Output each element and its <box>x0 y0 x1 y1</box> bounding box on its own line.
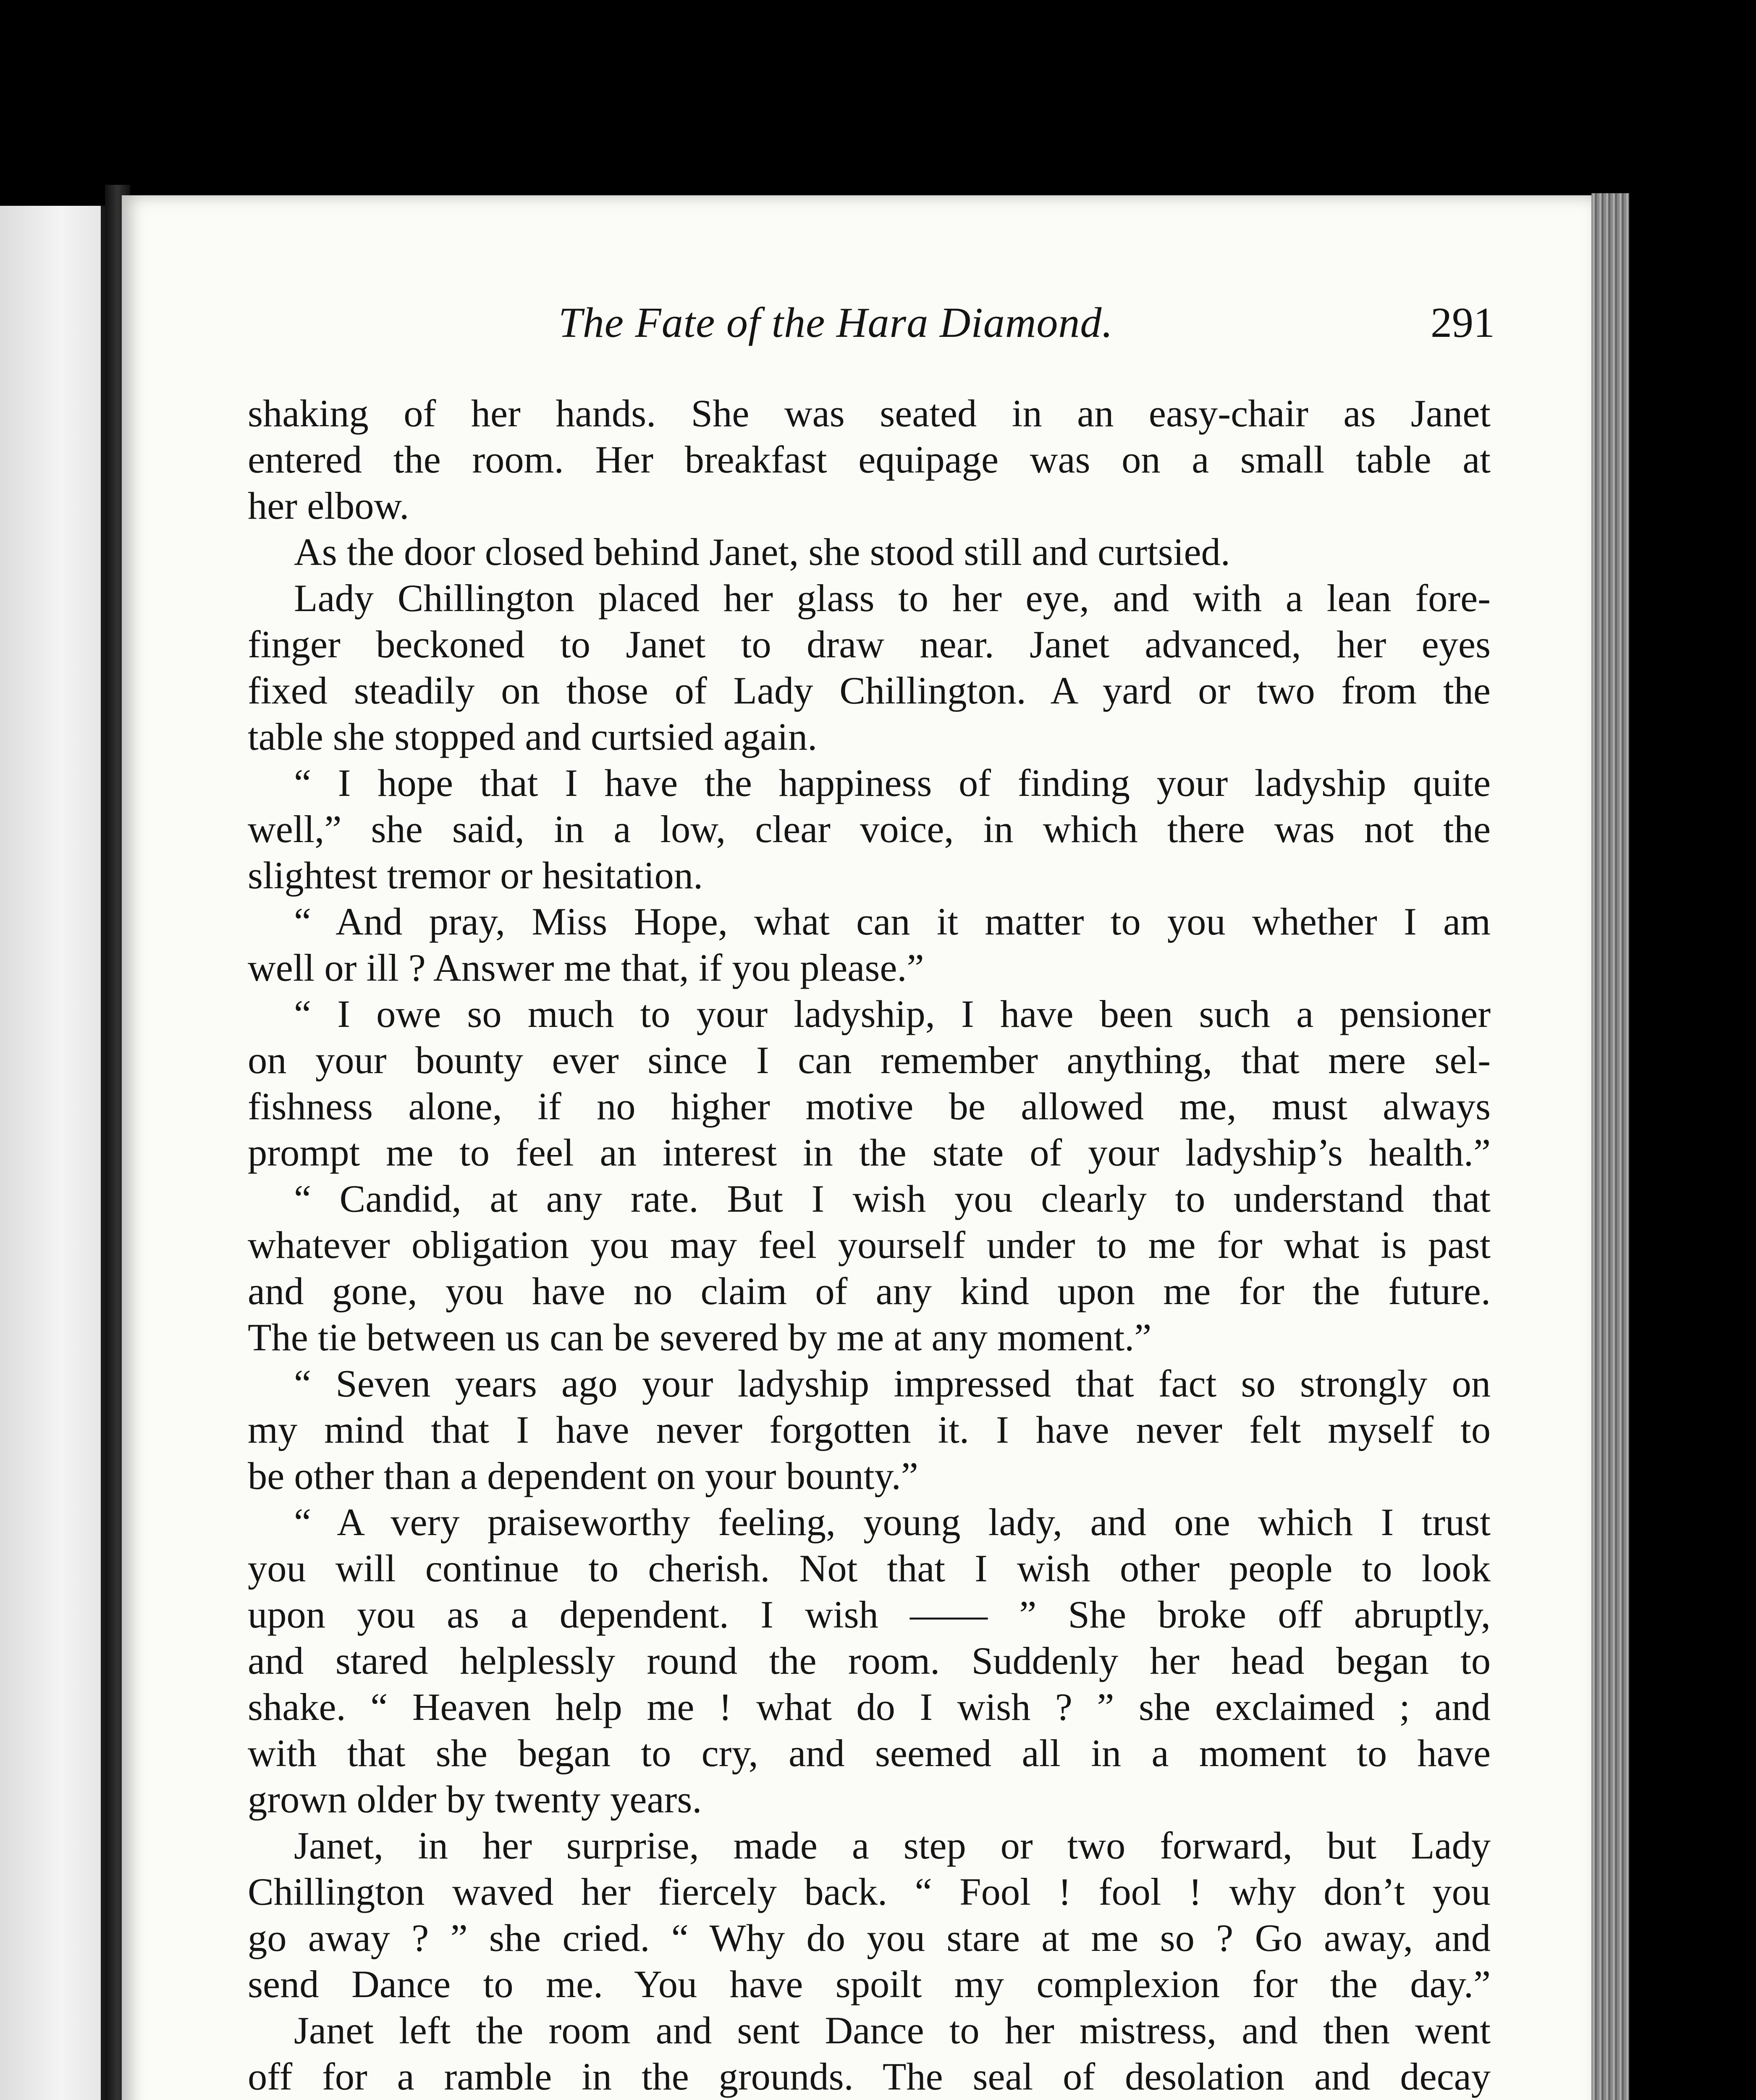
previous-page-edge <box>0 206 105 2100</box>
text-line: shake. “ Heaven help me ! what do I wish ? ” she exclaimed ; and <box>248 1686 1491 1729</box>
text-line: slightest tremor or hesitation. <box>248 854 703 897</box>
text-line: “ I hope that I have the happiness of finding your ladyship quite <box>294 762 1491 805</box>
text-line: “ Candid, at any rate. But I wish you clearly to understand that <box>294 1178 1491 1221</box>
text-line: off for a ramble in the grounds. The seal of desolation and decay <box>248 2055 1491 2098</box>
text-line: “ I owe so much to your ladyship, I have been such a pensioner <box>294 993 1491 1036</box>
text-line: “ Seven years ago your ladyship impressed that fact so strongly on <box>294 1362 1491 1405</box>
text-line: and stared helplessly round the room. Suddenly her head began to <box>248 1640 1491 1683</box>
text-line: table she stopped and curtsied again. <box>248 716 818 759</box>
text-line: you will continue to cherish. Not that I wish other people to look <box>248 1547 1491 1590</box>
text-line: upon you as a dependent. I wish —— ” She broke off abruptly, <box>248 1593 1491 1636</box>
text-line: Janet left the room and sent Dance to her mistress, and then went <box>294 2009 1491 2052</box>
text-line: entered the room. Her breakfast equipage was on a small table at <box>248 438 1491 481</box>
text-line: send Dance to me. You have spoilt my complexion for the day.” <box>248 1963 1491 2006</box>
text-line: fishness alone, if no higher motive be allowed me, must always <box>248 1085 1491 1128</box>
text-line: well,” she said, in a low, clear voice, in which there was not the <box>248 808 1491 851</box>
text-line: go away ? ” she cried. “ Why do you stare at me so ? Go away, and <box>248 1917 1491 1960</box>
body-text <box>248 391 1491 2100</box>
text-line: Chillington waved her fiercely back. “ Fool ! fool ! why don’t you <box>248 1871 1491 1914</box>
text-line: with that she began to cry, and seemed all in a moment to have <box>248 1732 1491 1775</box>
text-line: be other than a dependent on your bounty.” <box>248 1455 918 1498</box>
text-line: fixed steadily on those of Lady Chillington. A yard or two from the <box>248 669 1491 712</box>
text-line: prompt me to feel an interest in the state of your ladyship’s health.” <box>248 1131 1491 1174</box>
page-number: 291 <box>1431 299 1495 346</box>
text-line: my mind that I have never forgotten it. I have never felt myself to <box>248 1409 1491 1452</box>
text-line: finger beckoned to Janet to draw near. Janet advanced, her eyes <box>248 623 1491 666</box>
text-line: whatever obligation you may feel yourself under to me for what is past <box>248 1224 1491 1267</box>
text-line: The tie between us can be severed by me at any moment.” <box>248 1316 1152 1359</box>
text-line: As the door closed behind Janet, she stood still and curtsied. <box>294 531 1230 574</box>
page-header <box>256 294 1495 353</box>
text-line: Lady Chillington placed her glass to her eye, and with a lean fore- <box>294 577 1491 620</box>
text-line: and gone, you have no claim of any kind upon me for the future. <box>248 1270 1491 1313</box>
text-line: her elbow. <box>248 485 409 528</box>
text-line: well or ill ? Answer me that, if you please.” <box>248 947 924 990</box>
page-edges <box>1591 193 1629 2100</box>
text-line: grown older by twenty years. <box>248 1778 702 1821</box>
text-line: “ A very praiseworthy feeling, young lady, and one which I trust <box>294 1501 1491 1544</box>
text-line: on your bounty ever since I can remember anything, that mere sel- <box>248 1039 1491 1082</box>
running-title: The Fate of the Hara Diamond. <box>558 299 1113 346</box>
text-line: Janet, in her surprise, made a step or two forward, but Lady <box>294 1824 1491 1867</box>
text-line: shaking of her hands. She was seated in an easy-chair as Janet <box>248 392 1491 435</box>
text-line: “ And pray, Miss Hope, what can it matter to you whether I am <box>294 900 1491 943</box>
